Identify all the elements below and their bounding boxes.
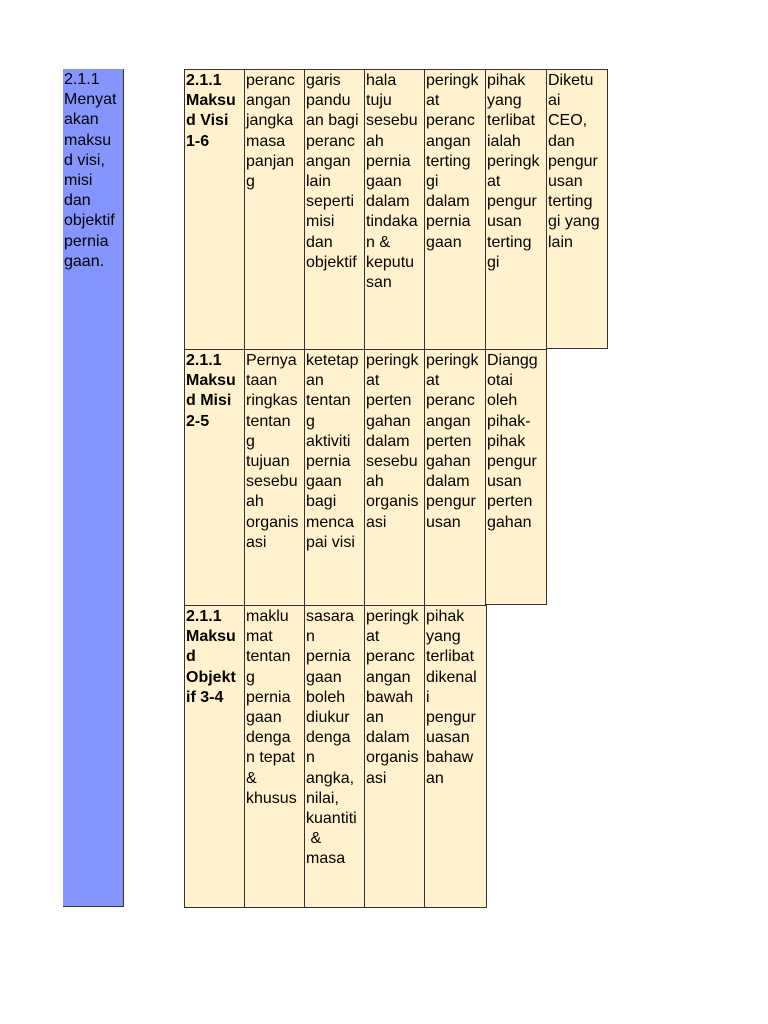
- cell-text: pihak yang terlibat ialah peringk at pengur usan terting gi: [487, 72, 540, 271]
- cell-text: maklu mat tentan g pernia gaan denga n tepat & khusus: [246, 608, 297, 807]
- cell-text: Diangg otai oleh pihak- pihak pengur usan perten gahan: [487, 352, 538, 531]
- cell-text: garis pandu an bagi peranc angan lain seperti misi dan objektif: [306, 72, 359, 271]
- row-heading-text: 2.1.1 Maksu d Objekt if 3-4: [186, 608, 236, 706]
- table-cell: [245, 349, 305, 605]
- cell-text: ketetap an tentan g aktiviti pernia gaan bagi menca pai visi: [306, 352, 359, 551]
- row-heading-misi: [184, 349, 245, 605]
- sidebar-label: 2.1.1 Menyat akan maksu d visi, misi dan objektif pernia gaan.: [64, 71, 117, 270]
- table-cell: [425, 349, 486, 605]
- table-cell: [547, 69, 608, 349]
- table-cell: [365, 69, 425, 349]
- table-cell: [365, 349, 425, 605]
- cell-text: Pernya taan ringkas tentan g tujuan sesebu ah organis asi: [246, 352, 299, 551]
- table-cell: [486, 69, 547, 349]
- cell-text: peringk at peranc angan terting gi dalam pernia gaan: [426, 72, 479, 251]
- table-cell: [425, 69, 486, 349]
- cell-text: sasara n pernia gaan boleh diukur denga n angka, nilai, kuantiti & masa: [306, 608, 357, 868]
- row-heading-objektif: [184, 605, 245, 908]
- cell-text: pihak yang terlibat dikenal i pengur uasan bahaw an: [426, 608, 477, 787]
- cell-text: peringk at perten gahan dalam sesebu ah organis asi: [366, 352, 419, 531]
- row-heading-text: 2.1.1 Maksu d Visi 1-6: [186, 72, 236, 150]
- table-cell: [486, 349, 547, 605]
- table-cell: [245, 605, 305, 908]
- table-cell: [365, 605, 425, 908]
- sidebar-column: [63, 69, 124, 907]
- row-heading-visi: [184, 69, 245, 349]
- table-cell: [305, 349, 365, 605]
- cell-text: Diketu ai CEO, dan pengur usan terting gi yang lain: [548, 72, 600, 251]
- table-cell: [245, 69, 305, 349]
- cell-text: hala tuju sesebu ah pernia gaan dalam tindaka n & keputu san: [366, 72, 418, 292]
- cell-text: peringk at peranc angan bawah an dalam organis asi: [366, 608, 419, 787]
- table-cell: [425, 605, 487, 908]
- row-heading-text: 2.1.1 Maksu d Misi 2-5: [186, 352, 236, 430]
- cell-text: peranc angan jangka masa panjan g: [246, 72, 295, 191]
- cell-text: peringk at peranc angan perten gahan dalam pengur usan: [426, 352, 479, 531]
- table-cell: [305, 605, 365, 908]
- table-cell: [305, 69, 365, 349]
